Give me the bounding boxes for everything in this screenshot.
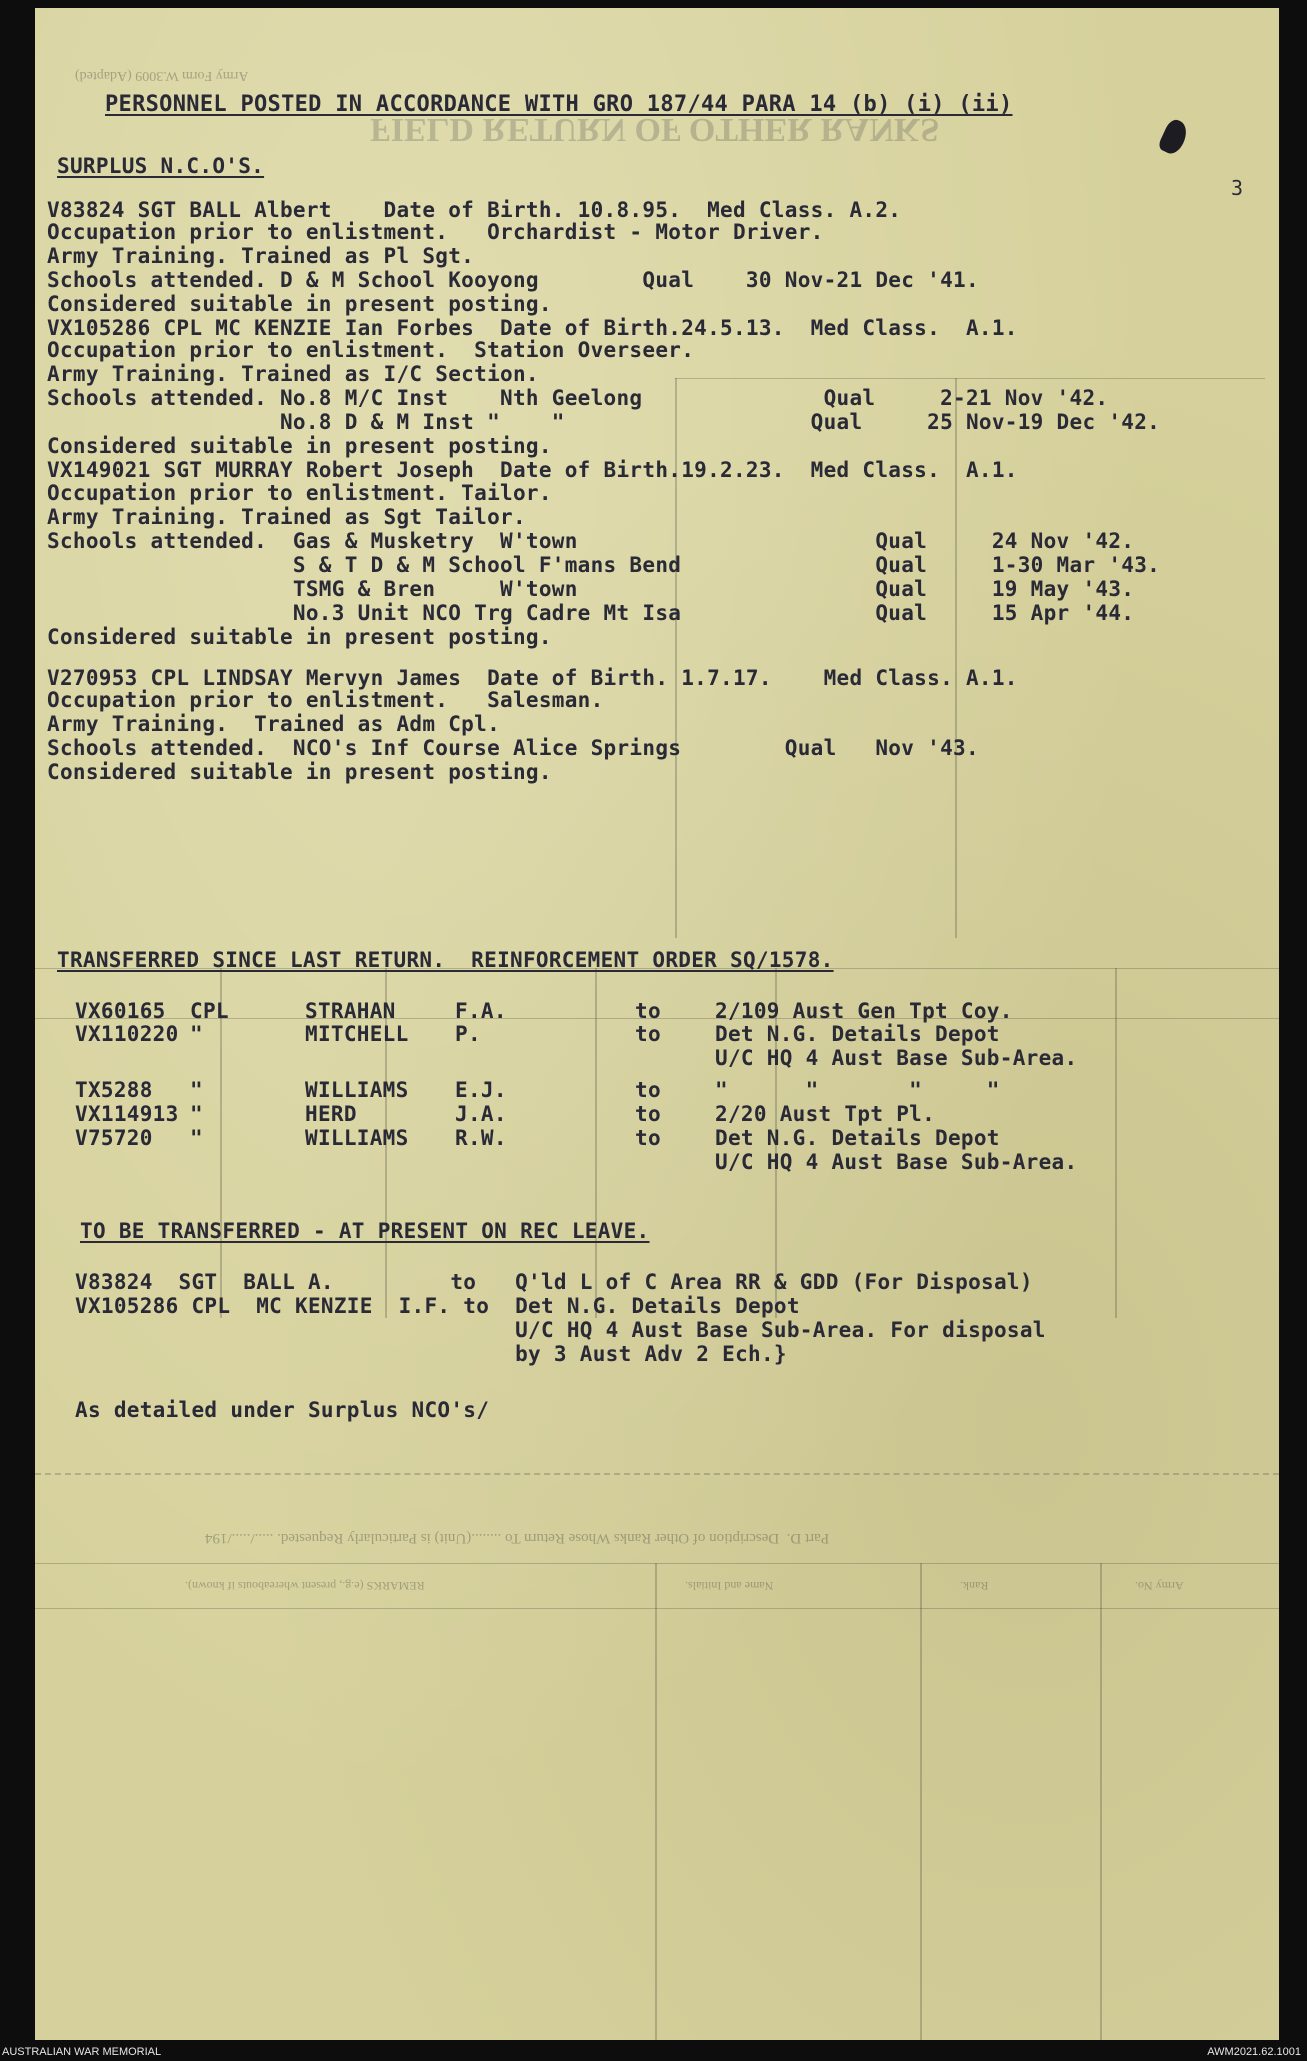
leave-line: by 3 Aust Adv 2 Ech.}: [75, 1342, 787, 1366]
transfer-cell: WILLIAMS: [305, 1078, 409, 1102]
surplus-line: Schools attended. Gas & Musketry W'town Qual 24 Nov '42.: [47, 529, 1135, 553]
transfer-cell: ": [190, 1102, 203, 1126]
part-d-rule: [35, 1563, 1279, 1564]
transfer-cell: J.A.: [455, 1102, 507, 1126]
transfer-cell: ": [190, 1022, 203, 1046]
faint-rule: [595, 968, 597, 1318]
transfer-cell: VX60165: [75, 999, 166, 1023]
surplus-line: No.3 Unit NCO Trg Cadre Mt Isa Qual 15 Apr '44.: [47, 601, 1135, 625]
part-d-rule: [655, 1563, 657, 2040]
surplus-line: S & T D & M School F'mans Bend Qual 1-30 Mar '43.: [47, 553, 1161, 577]
reverse-title: FIELD RETURN OF OTHER RANKS: [370, 111, 940, 148]
leave-line: VX105286 CPL MC KENZIE I.F. to Det N.G. Details Depot: [75, 1294, 800, 1318]
transfer-cell: Det N.G. Details Depot: [715, 1022, 1000, 1046]
leave-heading: TO BE TRANSFERRED - AT PRESENT ON REC LEAVE.: [80, 1219, 650, 1243]
surplus-line: Considered suitable in present posting.: [47, 434, 552, 458]
ink-mark: [1157, 117, 1191, 157]
transfer-cell: R.W.: [455, 1126, 507, 1150]
page-mark: 3: [1231, 176, 1244, 200]
transfer-cell: ": [190, 1078, 203, 1102]
document-sheet: [35, 8, 1279, 2040]
transfer-cell: to: [635, 1078, 661, 1102]
surplus-line: Army Training. Trained as Pl Sgt.: [47, 244, 475, 268]
transfer-cell: to: [635, 1102, 661, 1126]
faint-rule: [1115, 968, 1117, 1318]
transfer-cell: CPL: [190, 999, 229, 1023]
perforation-line: [35, 1473, 1279, 1475]
transfer-cell: 2/109 Aust Gen Tpt Coy.: [715, 999, 1013, 1023]
part-d-rule: [35, 1608, 1279, 1609]
surplus-line: Occupation prior to enlistment. Station Overseer.: [47, 338, 695, 362]
transfer-cell: 2/20 Aust Tpt Pl.: [715, 1102, 936, 1126]
surplus-line: Occupation prior to enlistment. Orchardist - Motor Driver.: [47, 220, 824, 244]
transfer-cell: E.J.: [455, 1078, 507, 1102]
surplus-line: VX105286 CPL MC KENZIE Ian Forbes Date of Birth.24.5.13. Med Class. A.1.: [47, 316, 1018, 340]
leave-line: U/C HQ 4 Aust Base Sub-Area. For disposal: [75, 1318, 1046, 1342]
surplus-line: V83824 SGT BALL Albert Date of Birth. 10.8.95. Med Class. A.2.: [47, 198, 902, 222]
surplus-line: Schools attended. D & M School Kooyong Qual 30 Nov-21 Dec '41.: [47, 268, 979, 292]
surplus-line: Occupation prior to enlistment. Salesman.: [47, 688, 604, 712]
part-d-rule: [920, 1563, 922, 2040]
surplus-line: Considered suitable in present posting.: [47, 760, 552, 784]
transfer-cell: U/C HQ 4 Aust Base Sub-Area.: [715, 1150, 1078, 1174]
transfer-cell: to: [635, 999, 661, 1023]
surplus-line: Schools attended. No.8 M/C Inst Nth Geelong Qual 2-21 Nov '42.: [47, 386, 1109, 410]
leave-line: As detailed under Surplus NCO's/: [75, 1398, 490, 1422]
footer-right: AWM2021.62.1001: [1207, 2046, 1301, 2058]
surplus-line: Army Training. Trained as Adm Cpl.: [47, 712, 501, 736]
surplus-line: Considered suitable in present posting.: [47, 625, 552, 649]
transfer-cell: HERD: [305, 1102, 357, 1126]
form-number: Army Form W.3009 (Adapted): [75, 68, 249, 83]
surplus-heading: SURPLUS N.C.O'S.: [57, 154, 265, 178]
transfer-cell: to: [635, 1126, 661, 1150]
surplus-line: Occupation prior to enlistment. Tailor.: [47, 481, 552, 505]
surplus-line: V270953 CPL LINDSAY Mervyn James Date of Birth. 1.7.17. Med Class. A.1.: [47, 666, 1018, 690]
part-d-column-heading: Name and Initials.: [685, 1579, 774, 1593]
surplus-line: VX149021 SGT MURRAY Robert Joseph Date of Birth.19.2.23. Med Class. A.1.: [47, 458, 1018, 482]
surplus-line: Schools attended. NCO's Inf Course Alice Springs Qual Nov '43.: [47, 736, 979, 760]
transfer-cell: " " " ": [715, 1078, 1000, 1102]
surplus-line: No.8 D & M Inst " " Qual 25 Nov-19 Dec '42.: [47, 410, 1161, 434]
transfer-cell: V75720: [75, 1126, 153, 1150]
part-d-text: Part D. Description of Other Ranks Whose Return To ........(Unit) is Particularly Requested. ...../...../194: [205, 1530, 830, 1546]
transfer-cell: WILLIAMS: [305, 1126, 409, 1150]
surplus-line: TSMG & Bren W'town Qual 19 May '43.: [47, 577, 1135, 601]
transfer-cell: VX110220: [75, 1022, 179, 1046]
transfer-cell: TX5288: [75, 1078, 153, 1102]
header-title: PERSONNEL POSTED IN ACCORDANCE WITH GRO 187/44 PARA 14 (b) (i) (ii): [105, 92, 1013, 117]
transfer-cell: U/C HQ 4 Aust Base Sub-Area.: [715, 1046, 1078, 1070]
part-d-rule: [1100, 1563, 1102, 2040]
transfer-cell: VX114913: [75, 1102, 179, 1126]
transfer-cell: F.A.: [455, 999, 507, 1023]
transfer-cell: MITCHELL: [305, 1022, 409, 1046]
transfer-cell: STRAHAN: [305, 999, 396, 1023]
transferred-heading: TRANSFERRED SINCE LAST RETURN. REINFORCEMENT ORDER SQ/1578.: [57, 948, 834, 972]
transfer-cell: Det N.G. Details Depot: [715, 1126, 1000, 1150]
part-d-column-heading: Army No.: [1135, 1579, 1184, 1593]
surplus-line: Army Training. Trained as I/C Section.: [47, 362, 539, 386]
faint-rule: [675, 378, 1265, 379]
transfer-cell: to: [635, 1022, 661, 1046]
footer-left: AUSTRALIAN WAR MEMORIAL: [2, 2046, 162, 2058]
surplus-line: Army Training. Trained as Sgt Tailor.: [47, 505, 526, 529]
transfer-cell: ": [190, 1126, 203, 1150]
leave-line: V83824 SGT BALL A. to Q'ld L of C Area RR & GDD (For Disposal): [75, 1270, 1033, 1294]
surplus-line: Considered suitable in present posting.: [47, 292, 552, 316]
part-d-column-heading: REMARKS (e.g., present whereabouts if known).: [185, 1579, 425, 1593]
part-d-column-heading: Rank.: [960, 1579, 989, 1593]
transfer-cell: P.: [455, 1022, 481, 1046]
